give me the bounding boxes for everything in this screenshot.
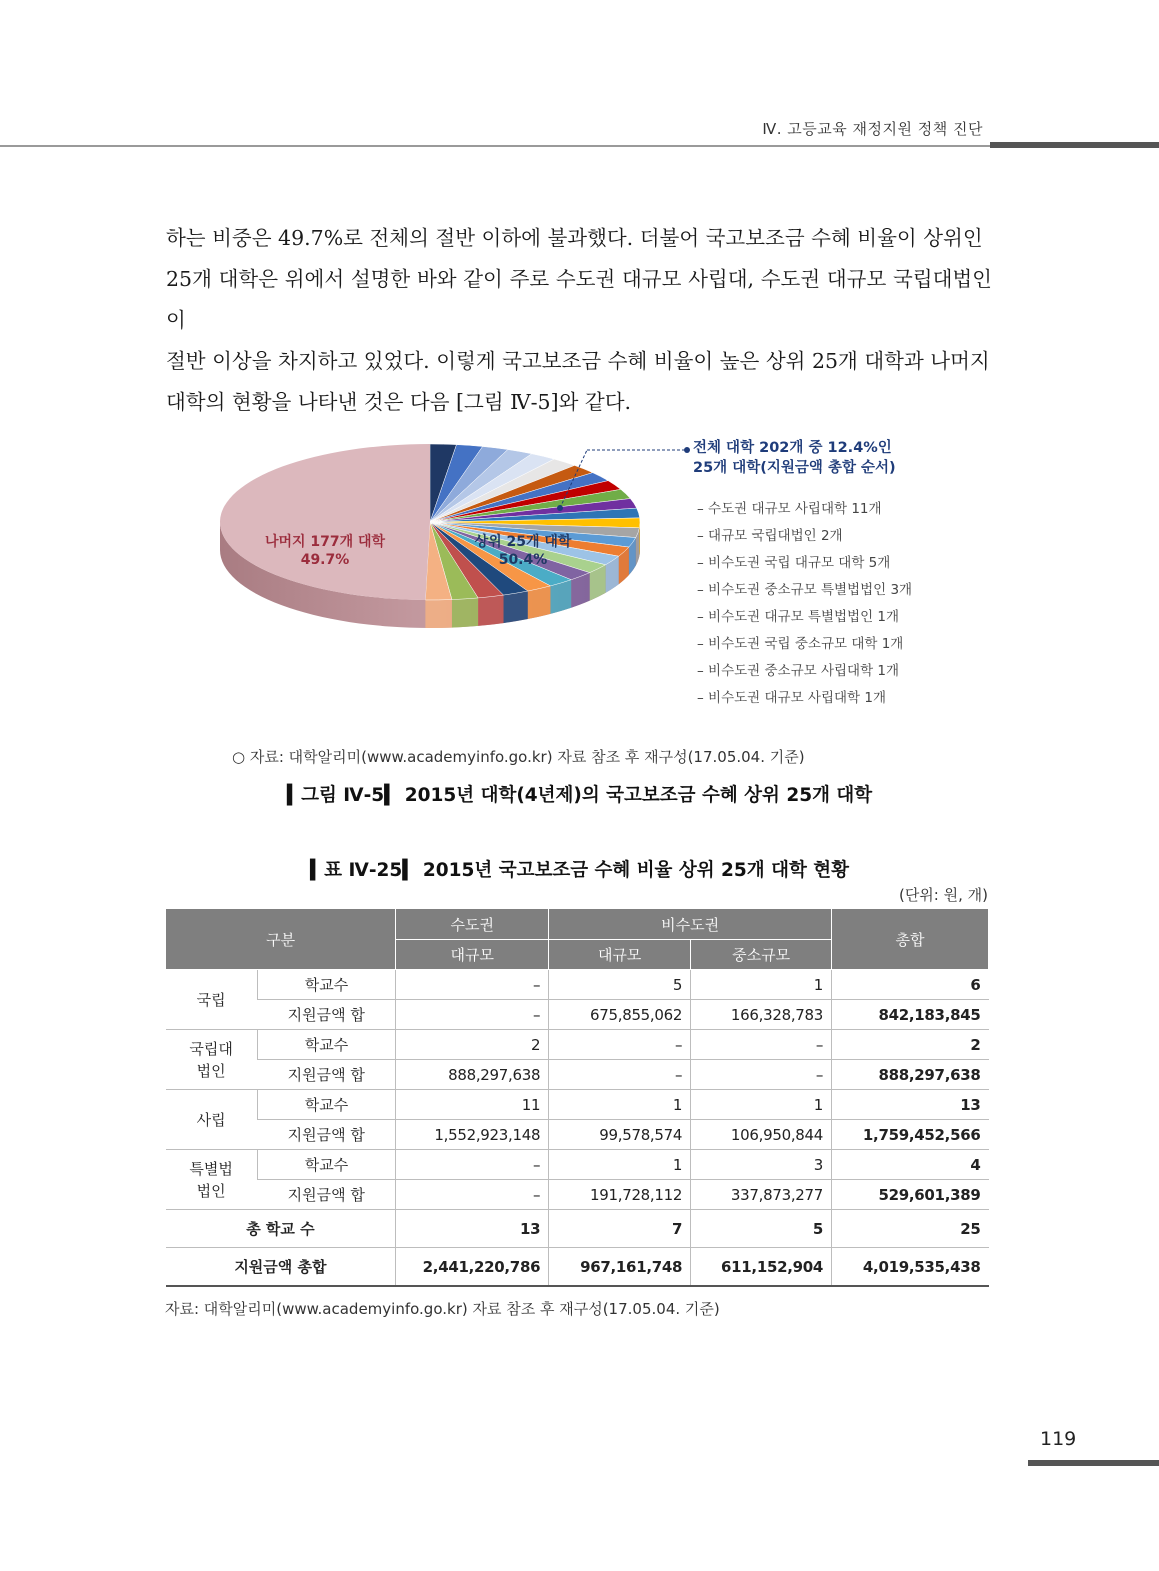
- breakdown-item: – 수도권 대규모 사립대학 11개: [697, 501, 882, 517]
- table-row: [166, 970, 989, 1000]
- table-cell: 106,950,844: [691, 1120, 832, 1150]
- running-header: Ⅳ. 고등교육 재정지원 정책 진단: [762, 120, 983, 138]
- table-cell: –: [396, 970, 549, 1000]
- total-cell: 5: [691, 1210, 832, 1248]
- footer-accent-bar: [1028, 1460, 1159, 1466]
- total-cell: 2,441,220,786: [396, 1248, 549, 1287]
- table-cell: –: [549, 1030, 691, 1060]
- total-cell: 13: [396, 1210, 549, 1248]
- breakdown-item: – 비수도권 국립 중소규모 대학 1개: [697, 636, 904, 652]
- table-row: [166, 1150, 989, 1180]
- table-cell: –: [691, 1030, 832, 1060]
- table-row: [166, 1000, 989, 1030]
- pie-side-segment: [528, 586, 551, 619]
- callout-line-1: 전체 대학 202개 중 12.4%인: [693, 440, 892, 456]
- group-label: 사립: [166, 1090, 258, 1150]
- table-cell: –: [549, 1060, 691, 1090]
- table-row: [166, 1180, 989, 1210]
- pie-value-top25: 50.4%: [498, 552, 548, 568]
- data-table: [165, 908, 989, 1287]
- table-cell: 888,297,638: [396, 1060, 549, 1090]
- header-nonmetro: 비수도권: [549, 909, 832, 940]
- body-line: 25개 대학은 위에서 설명한 바와 같이 주로 수도권 대규모 사립대, 수도권 대규모 국립대법인이: [166, 267, 992, 332]
- table-cell: 3: [691, 1150, 832, 1180]
- table-cell: 11: [396, 1090, 549, 1120]
- row-label: 학교수: [257, 970, 396, 1000]
- row-label: 학교수: [257, 1150, 396, 1180]
- group-label: 국립대 법인: [166, 1030, 258, 1090]
- pie-label-rest: 나머지 177개 대학: [264, 534, 386, 550]
- row-label: 지원금액 합: [257, 1180, 396, 1210]
- body-line: 절반 이상을 차지하고 있었다. 이렇게 국고보조금 수혜 비율이 높은 상위 25개 대학과 나머지: [166, 349, 990, 373]
- total-label: 총 학교 수: [166, 1210, 396, 1248]
- body-paragraph: [166, 218, 992, 423]
- total-row: [166, 1248, 989, 1287]
- total-label: 지원금액 총합: [166, 1248, 396, 1287]
- table-cell: 529,601,389: [832, 1180, 989, 1210]
- table-cell: 675,855,062: [549, 1000, 691, 1030]
- table-source: 자료: 대학알리미(www.academyinfo.go.kr) 자료 참조 후 재구성(17.05.04. 기준): [165, 1300, 720, 1318]
- pie-side-segment: [452, 598, 478, 628]
- breakdown-item: – 대규모 국립대법인 2개: [697, 528, 843, 544]
- header-total: 총합: [832, 909, 989, 970]
- table-caption: ▍표 Ⅳ-25▍ 2015년 국고보조금 수혜 비율 상위 25개 대학 현황: [309, 860, 850, 881]
- header-category: 구분: [166, 909, 396, 970]
- header-metro: 수도권: [396, 909, 549, 940]
- table-cell: –: [396, 1150, 549, 1180]
- table-cell: 842,183,845: [832, 1000, 989, 1030]
- table-cell: 888,297,638: [832, 1060, 989, 1090]
- table-unit: (단위: 원, 개): [898, 886, 988, 904]
- table-cell: 99,578,574: [549, 1120, 691, 1150]
- table-cell: 1: [691, 970, 832, 1000]
- pie-top: [220, 444, 640, 600]
- pie-value-rest: 49.7%: [300, 552, 350, 568]
- table-cell: 4: [832, 1150, 989, 1180]
- pie-side-segment: [425, 600, 452, 628]
- callout-dot: [557, 505, 563, 511]
- breakdown-item: – 비수도권 국립 대규모 대학 5개: [697, 555, 891, 571]
- total-cell: 611,152,904: [691, 1248, 832, 1287]
- header-metro-large: 대규모: [396, 940, 549, 970]
- breakdown-list: [697, 498, 912, 714]
- figure-source: ○ 자료: 대학알리미(www.academyinfo.go.kr) 자료 참조 후 재구성(17.05.04. 기준): [232, 748, 805, 766]
- callout-line-2: 25개 대학(지원금액 총합 순서): [693, 460, 896, 476]
- pie-side-segment: [504, 591, 528, 623]
- table-cell: 191,728,112: [549, 1180, 691, 1210]
- pie-label-top25: 상위 25개 대학: [474, 534, 572, 550]
- table-row: [166, 1060, 989, 1090]
- body-line: 대학의 현황을 나타낸 것은 다음 [그림 Ⅳ-5]와 같다.: [166, 390, 632, 414]
- table-row: [166, 1030, 989, 1060]
- row-label: 지원금액 합: [257, 1120, 396, 1150]
- breakdown-item: – 비수도권 중소규모 사립대학 1개: [697, 663, 900, 679]
- total-cell: 967,161,748: [549, 1248, 691, 1287]
- header-rule: [0, 145, 990, 147]
- row-label: 지원금액 합: [257, 1000, 396, 1030]
- breakdown-item: – 비수도권 대규모 사립대학 1개: [697, 690, 886, 706]
- chart-callout: [693, 438, 896, 478]
- row-label: 학교수: [257, 1030, 396, 1060]
- header-nonmetro-large: 대규모: [549, 940, 691, 970]
- total-row: [166, 1210, 989, 1248]
- table-cell: 1: [549, 1150, 691, 1180]
- callout-dot: [684, 447, 690, 453]
- total-cell: 25: [832, 1210, 989, 1248]
- row-label: 학교수: [257, 1090, 396, 1120]
- table-cell: 166,328,783: [691, 1000, 832, 1030]
- table-cell: 1: [549, 1090, 691, 1120]
- breakdown-item: – 비수도권 중소규모 특별법법인 3개: [697, 582, 913, 598]
- table-cell: 1,552,923,148: [396, 1120, 549, 1150]
- table-cell: 337,873,277: [691, 1180, 832, 1210]
- table-cell: 5: [549, 970, 691, 1000]
- table-cell: 1,759,452,566: [832, 1120, 989, 1150]
- breakdown-item: – 비수도권 대규모 특별법법인 1개: [697, 609, 900, 625]
- total-cell: 4,019,535,438: [832, 1248, 989, 1287]
- row-label: 지원금액 합: [257, 1060, 396, 1090]
- group-label: 국립: [166, 970, 258, 1030]
- group-label: 특별법 법인: [166, 1150, 258, 1210]
- table-row: [166, 1090, 989, 1120]
- body-line: 하는 비중은 49.7%로 전체의 절반 이하에 불과했다. 더불어 국고보조금 수혜 비율이 상위인: [166, 226, 983, 250]
- table-cell: 2: [396, 1030, 549, 1060]
- total-cell: 7: [549, 1210, 691, 1248]
- header-nonmetro-small: 중소규모: [691, 940, 832, 970]
- table-cell: –: [691, 1060, 832, 1090]
- header-accent-bar: [990, 142, 1159, 148]
- table-cell: 2: [832, 1030, 989, 1060]
- page-number: 119: [1040, 1428, 1077, 1450]
- table-cell: 1: [691, 1090, 832, 1120]
- figure-caption: ▍그림 Ⅳ-5▍ 2015년 대학(4년제)의 국고보조금 수혜 상위 25개 대학: [286, 785, 873, 806]
- table-cell: –: [396, 1000, 549, 1030]
- table-cell: –: [396, 1180, 549, 1210]
- table-cell: 6: [832, 970, 989, 1000]
- pie-side-segment: [478, 595, 503, 626]
- table-row: [166, 1120, 989, 1150]
- table-cell: 13: [832, 1090, 989, 1120]
